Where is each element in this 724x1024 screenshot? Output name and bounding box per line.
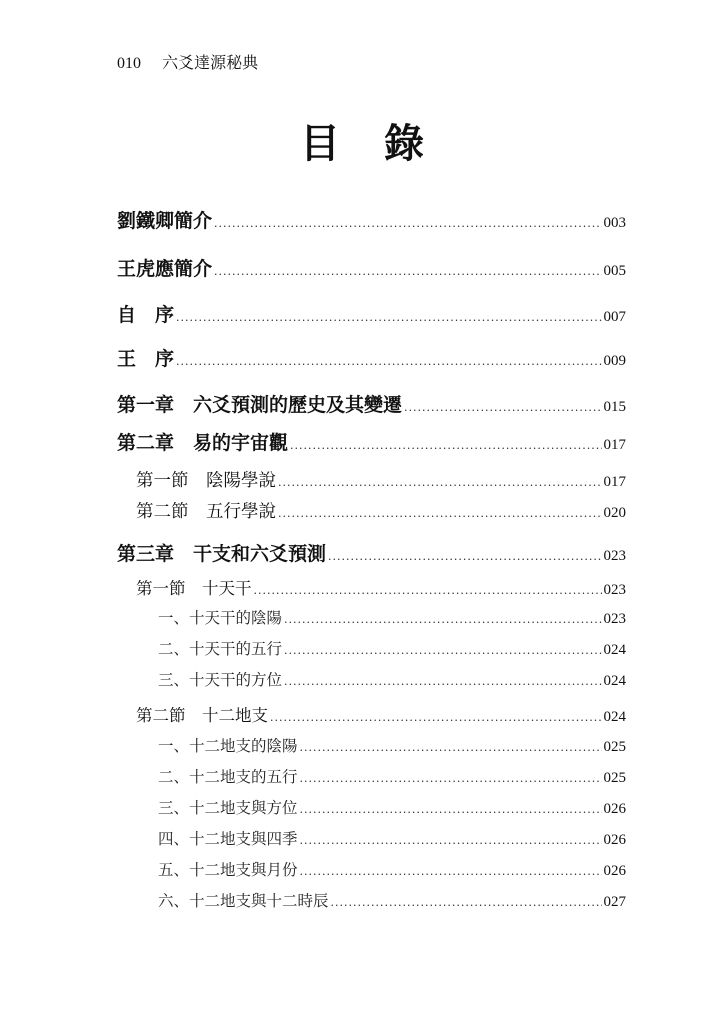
toc-entry-label: 一、十二地支的陰陽	[158, 737, 298, 755]
toc-leader	[300, 834, 602, 847]
toc-entry-page: 023	[603, 548, 626, 564]
toc-entry-label: 第一節 十天干	[136, 579, 252, 598]
toc-entry[interactable]	[158, 796, 626, 818]
toc-entry-page: 009	[603, 353, 626, 369]
toc-entry[interactable]	[158, 889, 626, 911]
toc-entry-page: 007	[603, 309, 626, 325]
toc-entry[interactable]	[158, 858, 626, 880]
toc-entry-label: 四、十二地支與四季	[158, 830, 298, 848]
toc-entry[interactable]	[117, 428, 626, 455]
toc-leader	[254, 584, 602, 597]
toc-leader	[300, 741, 602, 754]
running-header	[117, 50, 258, 73]
toc-entry[interactable]	[158, 668, 626, 690]
toc-leader	[278, 476, 602, 489]
toc-entry-page: 027	[603, 894, 626, 910]
toc-entry[interactable]	[136, 575, 626, 599]
toc-leader	[300, 803, 602, 816]
toc-entry-label: 第二節 五行學說	[136, 502, 276, 522]
header-book-title: 六爻達源秘典	[162, 53, 259, 72]
toc-leader	[214, 217, 601, 230]
toc-entry-page: 025	[603, 770, 626, 786]
toc-entry-page: 024	[603, 709, 626, 725]
toc-entry-label: 第一節 陰陽學說	[136, 471, 276, 491]
toc-entry-label: 王 序	[117, 348, 175, 370]
toc-entry-page: 020	[603, 505, 626, 521]
toc-entry[interactable]	[158, 827, 626, 849]
toc-entry-page: 024	[603, 642, 626, 658]
toc-leader	[290, 439, 601, 452]
toc-leader	[300, 772, 602, 785]
toc-entry[interactable]	[117, 539, 626, 566]
toc-entry-label: 一、十天干的陰陽	[158, 609, 283, 627]
toc-leader	[331, 896, 602, 909]
toc-leader	[404, 401, 601, 414]
toc-leader	[284, 613, 601, 626]
toc-entry-label: 二、十二地支的五行	[158, 768, 298, 786]
toc-entry-page: 023	[603, 582, 626, 598]
toc-leader	[284, 675, 601, 688]
toc-entry-label: 三、十天干的方位	[158, 671, 283, 689]
toc-entry-page: 017	[603, 437, 626, 453]
toc-leader	[284, 644, 601, 657]
toc-entry-page: 003	[603, 215, 626, 231]
toc-entry-page: 026	[603, 863, 626, 879]
toc-entry-label: 劉鐵卿簡介	[117, 210, 213, 232]
toc-entry[interactable]	[136, 467, 626, 492]
toc-entry[interactable]	[136, 498, 626, 523]
toc-entry-page: 015	[603, 399, 626, 415]
toc-entry[interactable]	[158, 734, 626, 756]
toc-leader	[176, 311, 601, 324]
toc-entry[interactable]	[117, 344, 626, 371]
toc-entry[interactable]	[117, 300, 626, 327]
toc-entry[interactable]	[117, 206, 626, 233]
header-page-number: 010	[117, 55, 141, 72]
toc-entry-page: 026	[603, 832, 626, 848]
toc-entry[interactable]	[117, 254, 626, 281]
page-title: 目錄	[300, 120, 468, 167]
toc-leader	[278, 507, 602, 520]
toc-entry[interactable]	[158, 637, 626, 659]
toc-entry-page: 017	[603, 474, 626, 490]
toc-leader	[176, 355, 601, 368]
toc-entry-label: 第一章 六爻預測的歷史及其變遷	[117, 394, 403, 416]
toc-entry-label: 第三章 干支和六爻預測	[117, 543, 327, 565]
toc-entry-label: 二、十天干的五行	[158, 640, 283, 658]
toc-entry-label: 三、十二地支與方位	[158, 799, 298, 817]
toc-entry-label: 六、十二地支與十二時辰	[158, 892, 329, 910]
toc-leader	[270, 711, 602, 724]
toc-leader	[300, 865, 602, 878]
toc-entry-label: 第二節 十二地支	[136, 706, 268, 725]
toc-entry[interactable]	[117, 390, 626, 417]
toc-entry-page: 026	[603, 801, 626, 817]
toc-leader	[214, 265, 601, 278]
toc-entry-label: 五、十二地支與月份	[158, 861, 298, 879]
toc-entry-label: 王虎應簡介	[117, 258, 213, 280]
toc-entry-page: 024	[603, 673, 626, 689]
toc-entry-page: 005	[603, 263, 626, 279]
toc-entry[interactable]	[136, 702, 626, 726]
toc-entry-label: 自 序	[117, 304, 175, 326]
toc-entry-page: 023	[603, 611, 626, 627]
toc-leader	[328, 550, 601, 563]
toc-entry[interactable]	[158, 606, 626, 628]
toc-entry-label: 第二章 易的宇宙觀	[117, 432, 289, 454]
toc-entry[interactable]	[158, 765, 626, 787]
toc-entry-page: 025	[603, 739, 626, 755]
